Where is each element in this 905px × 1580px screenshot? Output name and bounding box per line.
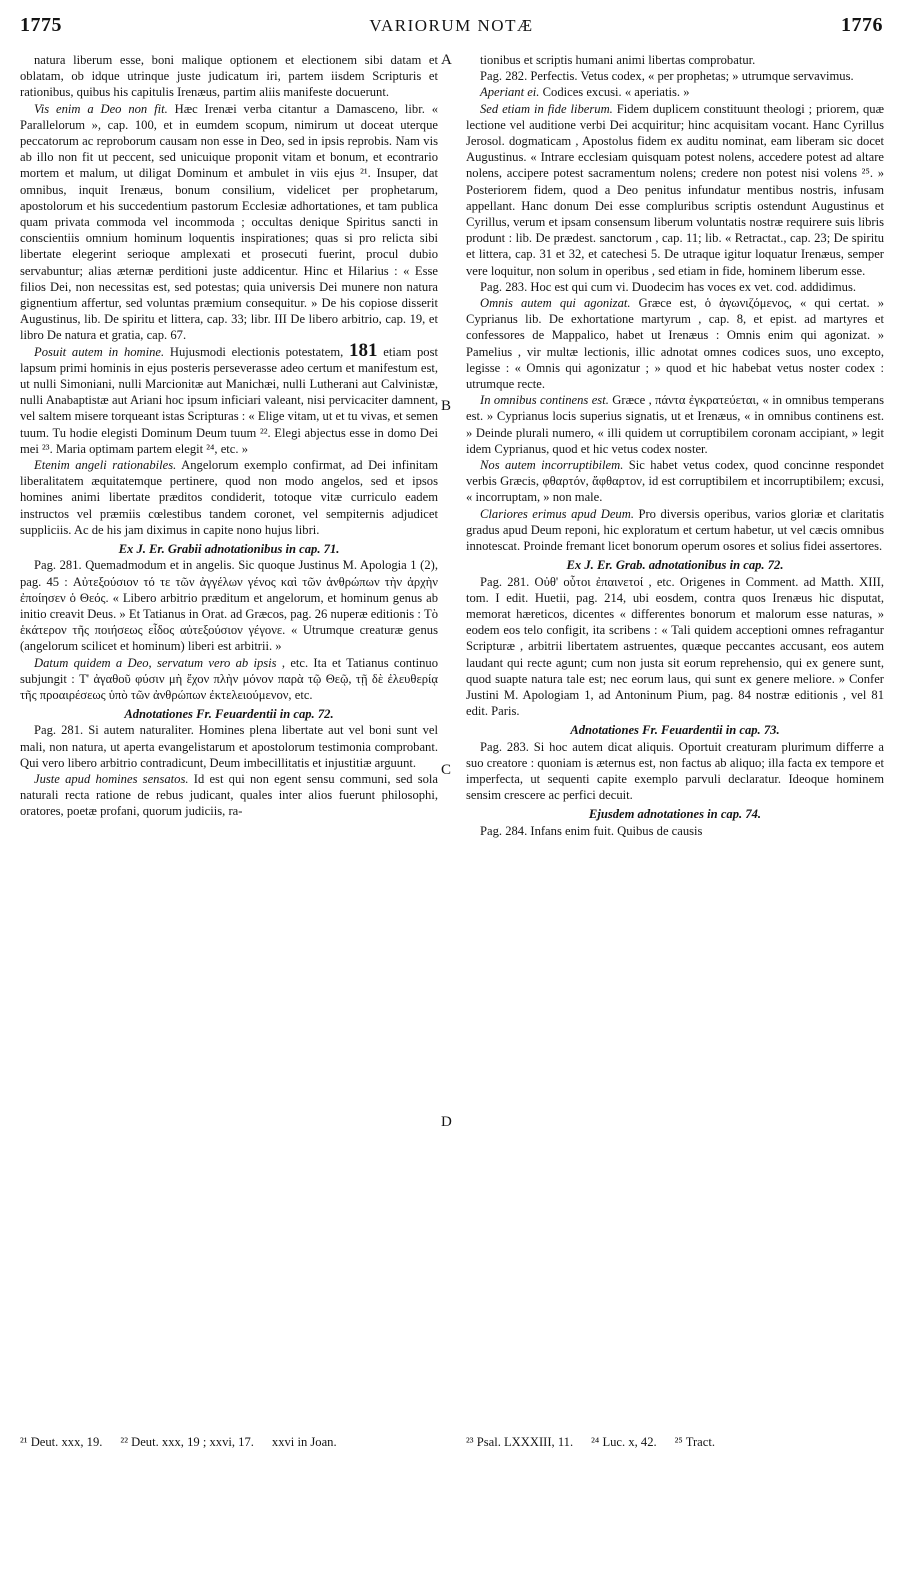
heading-chapter-number: 71.: [323, 542, 340, 557]
note-paragraph: [20, 771, 438, 820]
note-body: Pag. 281. Quemadmodum et in angelis. Sic quoque Justinus M. Apologia 1 (2), pag. 45 : Αὐτεξούσιον τό τε τῶν ἀγγέλων γένος καὶ τῶν ἀνθρώπων τὴν ἀρχὴν ἐποίησεν ὁ Θεός. « Libero arbitrio præditum et angelorum, et hominum genus ab initio creavit Deus. » Et Tatianus in Orat. ad Græcos, pag. 26 nuperæ editionis : Τὸ ἑκάτερον τῆς ποιήσεως εἶδος αὐτεξούσιον γέγονε. « Utrumque creaturæ genus (angelorum scilicet et hominum) liberi est arbitrii. »: [20, 558, 438, 654]
margin-letter-d: D: [441, 1114, 452, 1130]
section-heading: [20, 706, 438, 722]
note-paragraph: [20, 101, 438, 344]
heading-chapter-number: 73.: [763, 723, 780, 738]
note-lemma: Posuit autem in homine.: [34, 344, 165, 359]
footnote: ²² Deut. xxx, 19 ; xxvi, 17.: [120, 1435, 254, 1449]
note-body: Pag. 281. Οὐθ' οὗτοι ἐπαινετοί , etc. Origenes in Comment. ad Matth. XIII, tom. I edit. Huetii, pag. 214, ubi eosdem, contra quos Irenæus hic disputat, memorat hæreticos, dicentes « differentes bonorum et malorum esse naturas, » eodem eos telo configit, ita scribens : « Tali quidem acceptioni omnes refragantur Scripturæ , arbitrii libertatem astruentes, quæque peccantes accusant, eos autem laudant qui recte agunt; cum non justa sit eorum reprehensio, qui ex genere sunt, quod suapte natura tale est; nec eorum laus, qui sunt ex genere meliore. » Confer Justini M. Apologiam 1, ad Antoninum Pium, pag. 84 nostræ editionis , vel 81 edit. Paris.: [466, 574, 884, 719]
note-lemma: Nos autem incorruptibilem.: [480, 458, 624, 473]
note-paragraph: [466, 506, 884, 555]
note-paragraph: [466, 457, 884, 506]
note-paragraph: [466, 295, 884, 392]
heading-chapter-number: 72.: [317, 707, 334, 722]
section-heading: [20, 541, 438, 557]
page-header: [20, 12, 883, 42]
heading-chapter-number: 74.: [745, 807, 762, 822]
footnote: ²³ Psal. LXXXIII, 11.: [466, 1435, 574, 1449]
running-title: VARIORUM NOTÆ: [369, 16, 534, 35]
note-paragraph: [20, 655, 438, 704]
left-column: [20, 52, 438, 1422]
note-lemma: Sed etiam in fide liberum.: [480, 101, 613, 116]
margin-letter-b: B: [441, 398, 452, 414]
note-paragraph: [20, 52, 438, 101]
heading-chapter-number: 72.: [767, 558, 784, 573]
note-lemma: Datum quidem a Deo, servatum vero ab ipsis: [34, 655, 277, 670]
note-body: Fidem duplicem constituunt theologi ; priorem, quæ lectione vel auditione verbi Dei acquiritur; hinc acquisitam vocant. Hanc Cyrillus Jerosol. dogmaticam , Apostolus fidem ex auditu nominat, eam liberam sic docet Augustinus. « Intrare ecclesiam quisquam potest nolens, accedere potest ad altare nolens, accipere potest sacramentum nolens; credere non potest nisi volens ²⁵. » Posteriorem fidem, quod a Deo penitus infundatur mentibus nostris, infusam appellant. Hanc donum Dei esse compluribus scriptis ostendunt Augustinus et Cyrillus, verum et ipsam consensum liberum voluntatis nostræ requirere suis libris produnt : lib. De prædest. sanctorum , cap. 11; lib. « Retractat., cap. 23; De spiritu et littera, cap. 31 et 32, et catechesi 5. De utraque igitur loquatur Irenæus, semper vere loquitur, non solum in operibus , sed etiam in fide, hominem liberum esse.: [466, 101, 884, 278]
note-lemma: Juste apud homines sensatos.: [34, 771, 189, 786]
note-body: Pag. 282. Perfectis. Vetus codex, « per prophetas; » utrumque servavimus.: [480, 69, 854, 84]
edition-page-marker: 181: [349, 339, 378, 361]
note-body: Pag. 284. Infans enim fuit. Quibus de causis: [480, 823, 703, 838]
section-heading: [466, 806, 884, 822]
note-body: Pro diversis operibus, varios gloriæ et claritatis gradus apud Deum reponi, hic exploratum et certum habetur, ut vel cæcis omnibus innotescat. Proinde fremant licet bonorum operum osores et solius fidei assertores.: [466, 506, 884, 554]
note-lemma: Etenim angeli rationabiles.: [34, 458, 177, 473]
note-lemma: In omnibus continens est.: [480, 393, 609, 408]
note-lemma: Vis enim a Deo non fit.: [34, 101, 168, 116]
footnote: xxvi in Joan.: [271, 1435, 337, 1449]
heading-text: Ejusdem adnotationes in cap.: [588, 807, 743, 822]
heading-text: Adnotationes Fr. Feuardentii in cap.: [570, 723, 761, 738]
section-heading: [466, 722, 884, 738]
margin-letter-c: C: [441, 762, 452, 778]
note-paragraph: [466, 279, 884, 295]
footnote: ²⁵ Tract.: [674, 1435, 716, 1449]
right-page-number: 1776: [841, 14, 883, 36]
note-body: Græce , πάντα ἐγκρατεύεται, « in omnibus temperans est. » Cyprianus locis superius signatis, ut et Irenæus, « in omnibus continens est. » Deinde plurali numero, « illi quidem ut corruptibilem coronam accipiant, » legit idem Cyprianus, quod et hic vetus codex noster.: [466, 393, 884, 456]
note-paragraph: [466, 52, 884, 68]
note-body: Sic habet vetus codex, quod concinne respondet verbis Græcis, φθαρτόν, ἄφθαρτον, id est corruptibilem et incorruptibilem; excusi, « incorruptam, » non male.: [466, 458, 884, 505]
heading-text: Ex J. Er. Grab. adnotationibus in cap.: [566, 558, 765, 573]
note-paragraph: [20, 557, 438, 654]
note-body: natura liberum esse, boni malique optionem et electionem sibi datam et oblatam, ob idque utrinque juste judicatum iri, partem iisdem Scripturis et rationibus, quibus his capitulis Irenæus, partim aliis manifeste docuerunt.: [20, 53, 438, 100]
note-paragraph: [466, 101, 884, 279]
note-body: tionibus et scriptis humani animi libertas comprobatur.: [480, 53, 756, 67]
note-paragraph: [466, 392, 884, 457]
heading-text: Ex J. Er. Grabii adnotationibus in cap.: [118, 542, 321, 557]
note-body: Id est qui non egent sensu communi, sed sola naturali recta ratione de rebus judicant, quales inter alios fuerunt philosophi, oratores, poetæ profani, quorum judiciis, ra-: [20, 771, 438, 819]
note-paragraph: [466, 68, 884, 84]
footnotes-left: [20, 1434, 440, 1451]
note-body: Angelorum exemplo confirmat, ad Dei infinitam liberalitatem æquitatemque pertinere, quod non modo angelos, sed et ipsos homines animi libertate præditos condiderit, totoque vitæ curriculo eadem instructos vel præmiis cœlestibus tandem coronet, vel sempiternis adjudicet suppliciis. Ac de his jam diximus in capite nono hujus libri.: [20, 458, 438, 537]
note-body: Pag. 283. Si hoc autem dicat aliquis. Oportuit creaturam plurimum differre a suo creatore : quoniam is æternus est, non factus ab aliquo; illa facta ex tempore et imperfecta, ut sequenti capite exemplo parvuli declaratur. Ideoque hominem sensim crescere ac perfici decuit.: [466, 739, 884, 803]
note-lemma: Omnis autem qui agonizat.: [480, 296, 631, 311]
note-body: Græce est, ὁ ἀγωνιζόμενος, « qui certat. » Cyprianus lib. De exhortatione martyrum , cap. 8, et epist. ad martyres et confessores de Mappalico, habet ut Irenæus : Omnis enim qui agonizat. » Pamelius , vir multæ lectionis, illic adnotat omnes codices suos, uno excepto, legisse : « Omnis qui agonizatur ; » quod et hic habebat vetus noster codex : utrumque recte.: [466, 296, 884, 392]
note-body: Hæc Irenæi verba citantur a Damasceno, libr. « Parallelorum », cap. 100, et in eumdem scopum, nimirum ut doceat uterque peccatorum ac reproborum causam non esse in Deo, sed in ipsis reprobis. Nam vis ab illo non fit ut peccent, sed unicuique proponit vitam et bonum, et econtrario mortem et malum, ut diligat Dominum et ambulet in viis ejus ²¹. Insuper, dat omnibus, inquit Irenæus, bonum consilium, videlicet per prophetarum, apostolorum et his succedentium pastorum Ecclesiæ adhortationes, et tam publica quam privata commoda vel incommoda ; occultas denique Spiritus sancti in conscientiis omnium hominum loquentis inspirationes; quas si pro relicta sibi libertate elegerint serioque amplexati et prosecuti fuerint, procul dubio servabuntur; alias æternæ perditioni juste addicentur. Hinc et Hilarius : « Esse filios Dei, non necessitas est, sed potestas; quia universis Dei munere non natura gignentium affertur, sed voluntas præmium consequitur. » De his copiose disserit Augustinus, lib. De spiritu et littera, cap. 33; libr. III De libero arbitrio, cap. 19, et libro De natura et gratia, cap. 67.: [20, 101, 438, 343]
note-paragraph: [466, 739, 884, 804]
note-paragraph: [466, 84, 884, 100]
note-lemma: Clariores erimus apud Deum.: [480, 506, 634, 521]
note-paragraph: [466, 823, 884, 839]
note-body: , etc. Ita et Tatianus continuo subjungit : Τ' ἀγαθοῦ φύσιν μὴ ἔχον πλὴν μόνον παρὰ τῷ Θεῷ, τῇ δὲ ἐλευθερίᾳ τῆς προαιρέσεως ὑπὸ τῶν ἀνθρώπων ἐκτελειούμενον, etc.: [20, 655, 438, 702]
note-lemma: Aperiant ei.: [480, 85, 540, 100]
section-heading: [466, 557, 884, 573]
right-column: [466, 52, 884, 1422]
note-paragraph: [20, 457, 438, 538]
footnote: ²⁴ Luc. x, 42.: [591, 1435, 657, 1449]
note-body: Pag. 281. Si autem naturaliter. Homines plena libertate aut vel boni sunt vel mali, non natura, ut aperta evangelistarum et apostolorum testimonia comprobant. Qui vero libero arbitrio contradicunt, Deum imbecillitatis et injustitiæ arguunt.: [20, 723, 438, 770]
note-body: Pag. 283. Hoc est qui cum vi. Duodecim has voces ex vet. cod. addidimus.: [480, 279, 856, 294]
footnote: ²¹ Deut. xxx, 19.: [20, 1435, 103, 1449]
heading-text: Adnotationes Fr. Feuardentii in cap.: [124, 707, 315, 722]
note-body: Codices excusi. « aperiatis. »: [542, 85, 690, 100]
note-paragraph: [20, 722, 438, 771]
note-paragraph: [466, 574, 884, 720]
note-paragraph: [20, 339, 438, 457]
margin-letter-a: A: [441, 52, 452, 68]
note-body: Hujusmodi electionis potestatem,: [169, 344, 344, 359]
left-page-number: 1775: [20, 14, 62, 36]
footnotes-right: [466, 1434, 886, 1451]
note-body: etiam post lapsum primi hominis in ejus posteris perseverasse adeo certum et manifestum est, ut nulli Simoniani, nulli Marcionitæ aut Manichæi, nulli Lutherani aut Calvinistæ, nulli Anabaptistæ aut Ariani hoc ipsum inficiari valeant, nisi pervicaciter damnent, vel saltem misere torqueant istas Scripturas : « Elige vitam, ut et tu vivas, et semen tuum. Tu hodie elegisti Dominum Deum tuum ²². Elegi abjectus esse in domo Dei mei ²³. Maria optimam partem elegit ²⁴, etc. »: [20, 344, 438, 456]
